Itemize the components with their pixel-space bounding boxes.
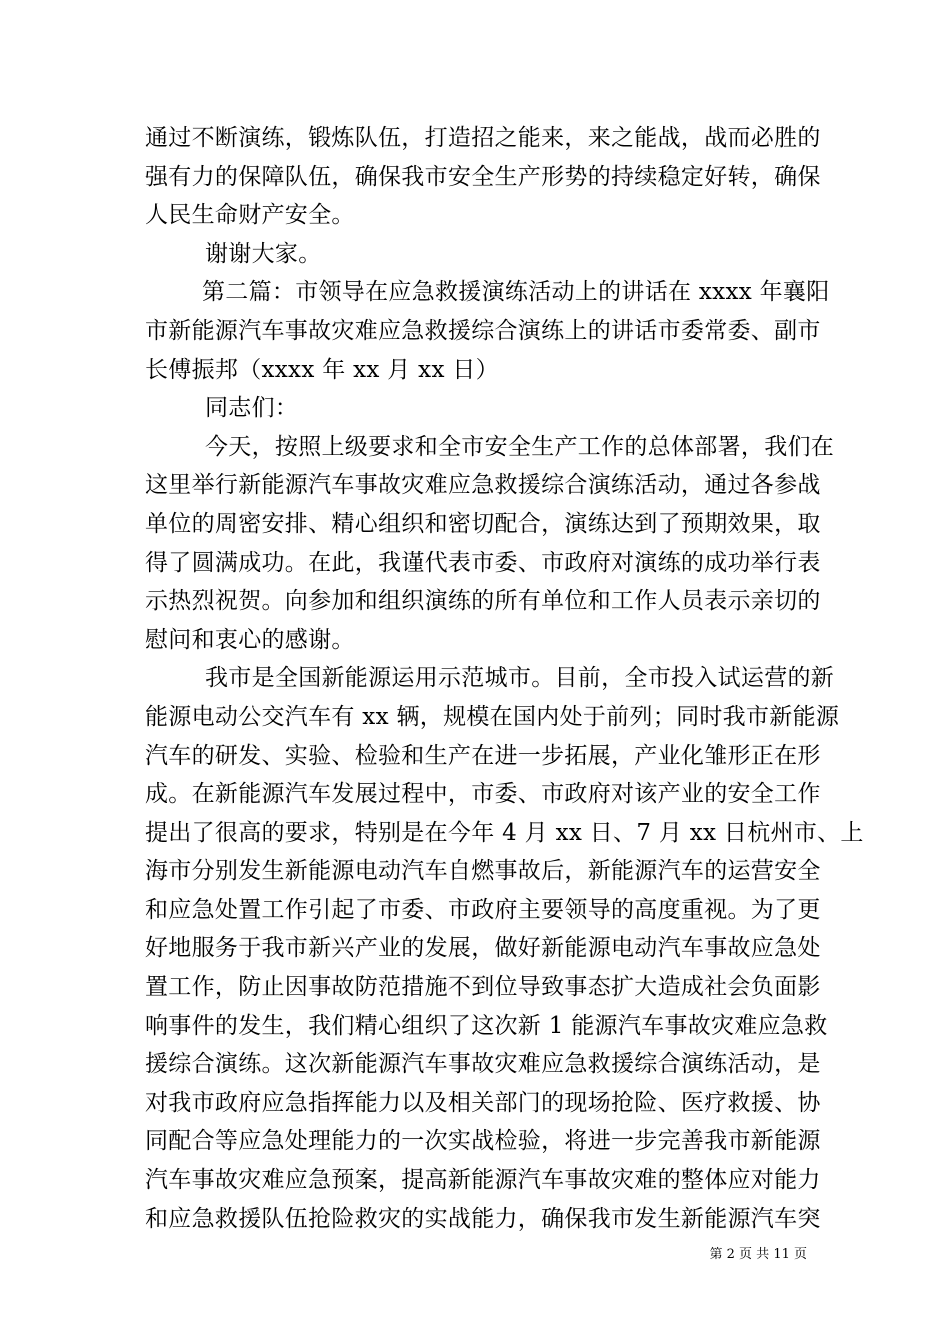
text-line: 慰问和衷心的感谢。 [145,626,355,653]
section-heading-line: 市新能源汽车事故灾难应急救援综合演练上的讲话市委常委、副市 [145,317,821,344]
text-line: 成。在新能源汽车发展过程中，市委、市政府对该产业的安全工作 [145,781,821,808]
body-text [145,119,864,1238]
text-line: 这里举行新能源汽车事故灾难应急救援综合演练活动，通过各参战 [145,472,821,499]
text-line: 对我市政府应急指挥能力以及相关部门的现场抢险、医疗救援、协 [145,1089,821,1116]
text-line: 和应急救援队伍抢险救灾的实战能力，确保我市发生新能源汽车突 [145,1205,821,1232]
page-number: 第 2 页 共 11 页 [709,1247,807,1262]
text-line: 单位的周密安排、精心组织和密切配合，演练达到了预期效果，取 [145,510,821,537]
salutation-line: 同志们： [205,395,299,422]
text-line: 响事件的发生，我们精心组织了这次新 1 能源汽车事故灾难应急救 [145,1012,828,1039]
text-line: 人民生命财产安全。 [145,202,355,229]
text-line: 我市是全国新能源运用示范城市。目前，全市投入试运营的新 [205,665,835,692]
text-line: 强有力的保障队伍，确保我市安全生产形势的持续稳定好转，确保 [145,163,821,190]
text-line: 汽车事故灾难应急预案，提高新能源汽车事故灾难的整体应对能力 [145,1167,821,1194]
text-line: 同配合等应急处理能力的一次实战检验，将进一步完善我市新能源 [145,1128,821,1155]
text-line: 海市分别发生新能源电动汽车自燃事故后，新能源汽车的运营安全 [145,858,821,885]
section-heading-line: 第二篇：市领导在应急救援演练活动上的讲话在 xxxx 年襄阳 [202,279,830,306]
text-line: 好地服务于我市新兴产业的发展，做好新能源电动汽车事故应急处 [145,935,821,962]
text-line: 通过不断演练，锻炼队伍，打造招之能来，来之能战，战而必胜的 [145,125,821,151]
text-line: 得了圆满成功。在此，我谨代表市委、市政府对演练的成功举行表 [145,549,821,576]
text-line: 提出了很高的要求，特别是在今年 4 月 xx 日、7 月 xx 日杭州市、上 [145,819,864,846]
closing-line: 谢谢大家。 [205,240,322,267]
text-line: 能源电动公交汽车有 xx 辆，规模在国内处于前列；同时我市新能源 [145,703,840,730]
text-line: 援综合演练。这次新能源汽车事故灾难应急救援综合演练活动，是 [145,1051,821,1078]
text-line: 汽车的研发、实验、检验和生产在进一步拓展，产业化雏形正在形 [145,742,821,769]
text-line: 置工作，防止因事故防范措施不到位导致事态扩大造成社会负面影 [145,974,821,1001]
text-line: 和应急处置工作引起了市委、市政府主要领导的高度重视。为了更 [145,896,821,923]
section-heading-line: 长傅振邦（xxxx 年 xx 月 xx 日） [145,356,499,383]
text-line: 今天，按照上级要求和全市安全生产工作的总体部署，我们在 [205,433,835,460]
text-line: 示热烈祝贺。向参加和组织演练的所有单位和工作人员表示亲切的 [145,588,821,615]
